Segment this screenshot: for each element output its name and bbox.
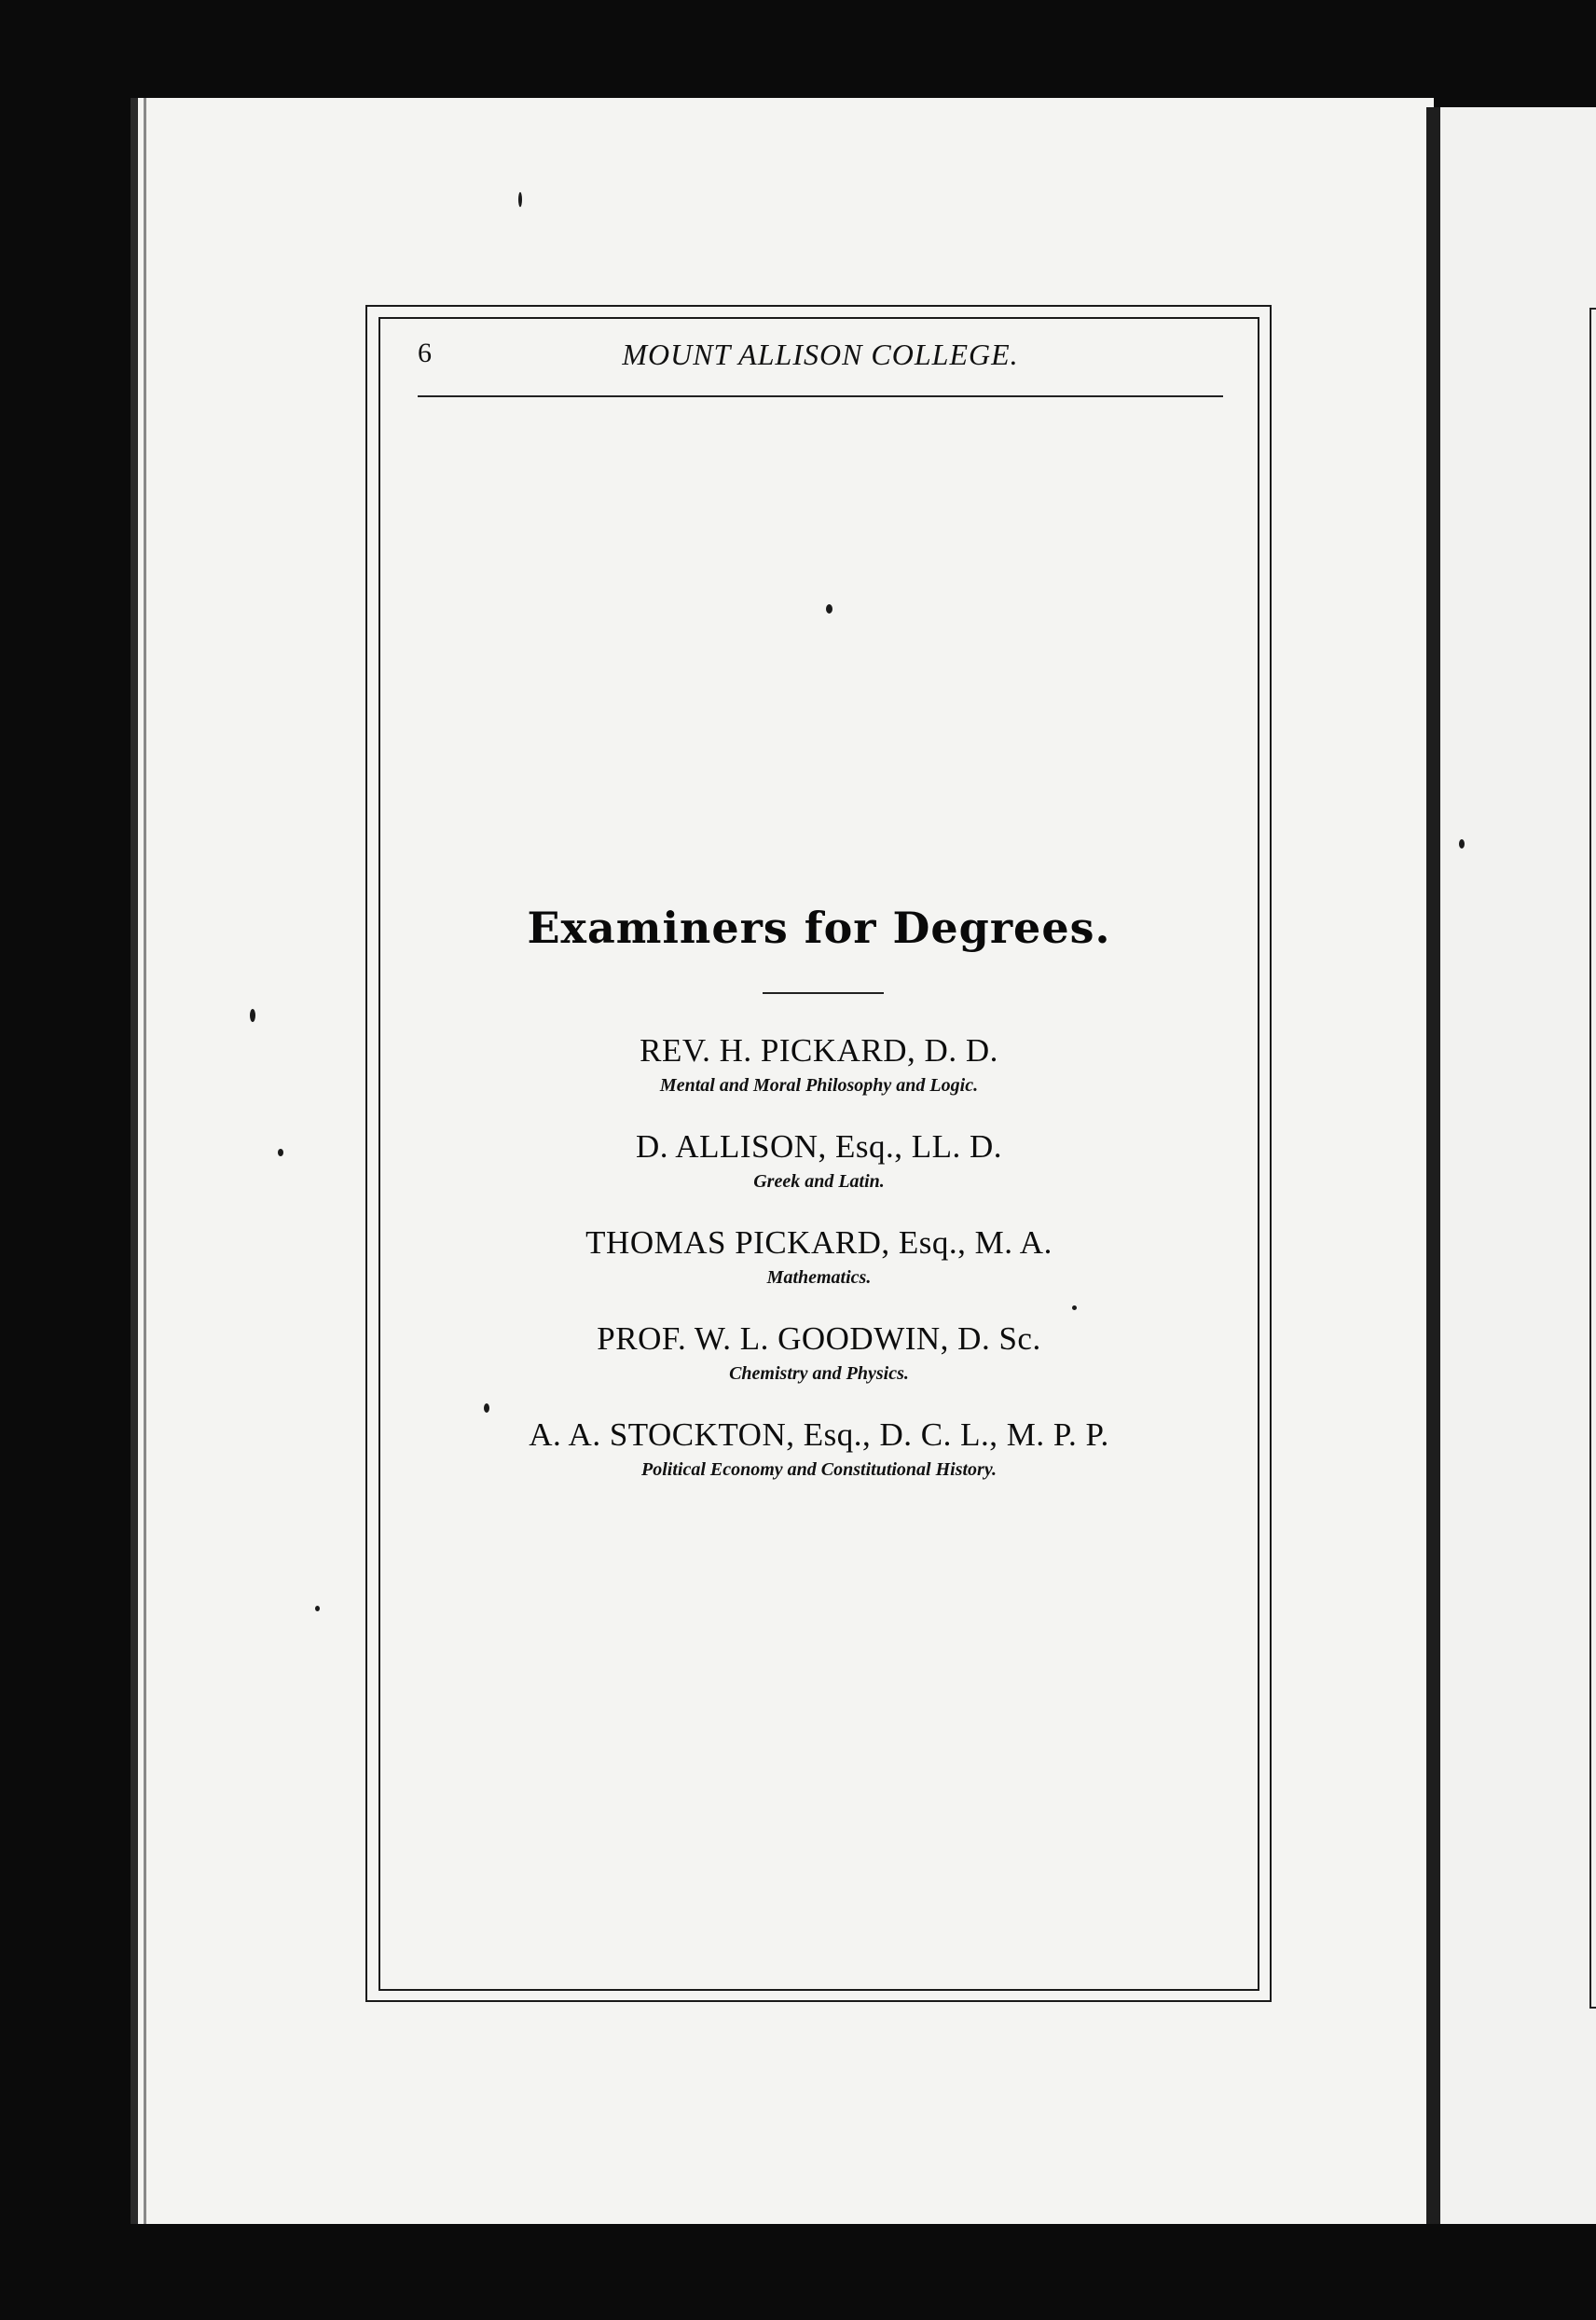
section-heading: Examiners for Degrees. <box>527 903 1111 953</box>
examiner-name: THOMAS PICKARD, Esq., M. A. <box>585 1224 1053 1261</box>
examiner-entry <box>378 1414 1259 1483</box>
examiner-entry <box>378 1318 1259 1387</box>
page-number: 6 <box>418 338 432 368</box>
examiner-subject: Chemistry and Physics. <box>729 1363 909 1384</box>
examiner-name: A. A. STOCKTON, Esq., D. C. L., M. P. P. <box>529 1416 1109 1453</box>
examiner-list <box>378 1029 1259 1483</box>
adjacent-page-frame <box>1589 308 1596 2009</box>
examiner-entry <box>378 1222 1259 1291</box>
page-gutter <box>1426 107 1440 2224</box>
running-title: MOUNT ALLISON COLLEGE. <box>622 338 1019 371</box>
examiner-subject: Political Economy and Constitutional History. <box>641 1459 997 1480</box>
examiner-name: REV. H. PICKARD, D. D. <box>640 1032 998 1069</box>
examiner-name: PROF. W. L. GOODWIN, D. Sc. <box>597 1320 1041 1357</box>
adjacent-page-edge <box>1440 107 1596 2224</box>
heading-rule <box>763 992 884 994</box>
examiner-entry <box>378 1029 1259 1098</box>
examiner-subject: Mental and Moral Philosophy and Logic. <box>659 1075 979 1096</box>
examiner-entry <box>378 1125 1259 1195</box>
examiner-subject: Mathematics. <box>766 1267 872 1288</box>
examiner-name: D. ALLISON, Esq., LL. D. <box>635 1128 1003 1165</box>
examiner-subject: Greek and Latin. <box>753 1171 885 1192</box>
running-head <box>418 338 1223 394</box>
header-rule <box>418 395 1223 397</box>
